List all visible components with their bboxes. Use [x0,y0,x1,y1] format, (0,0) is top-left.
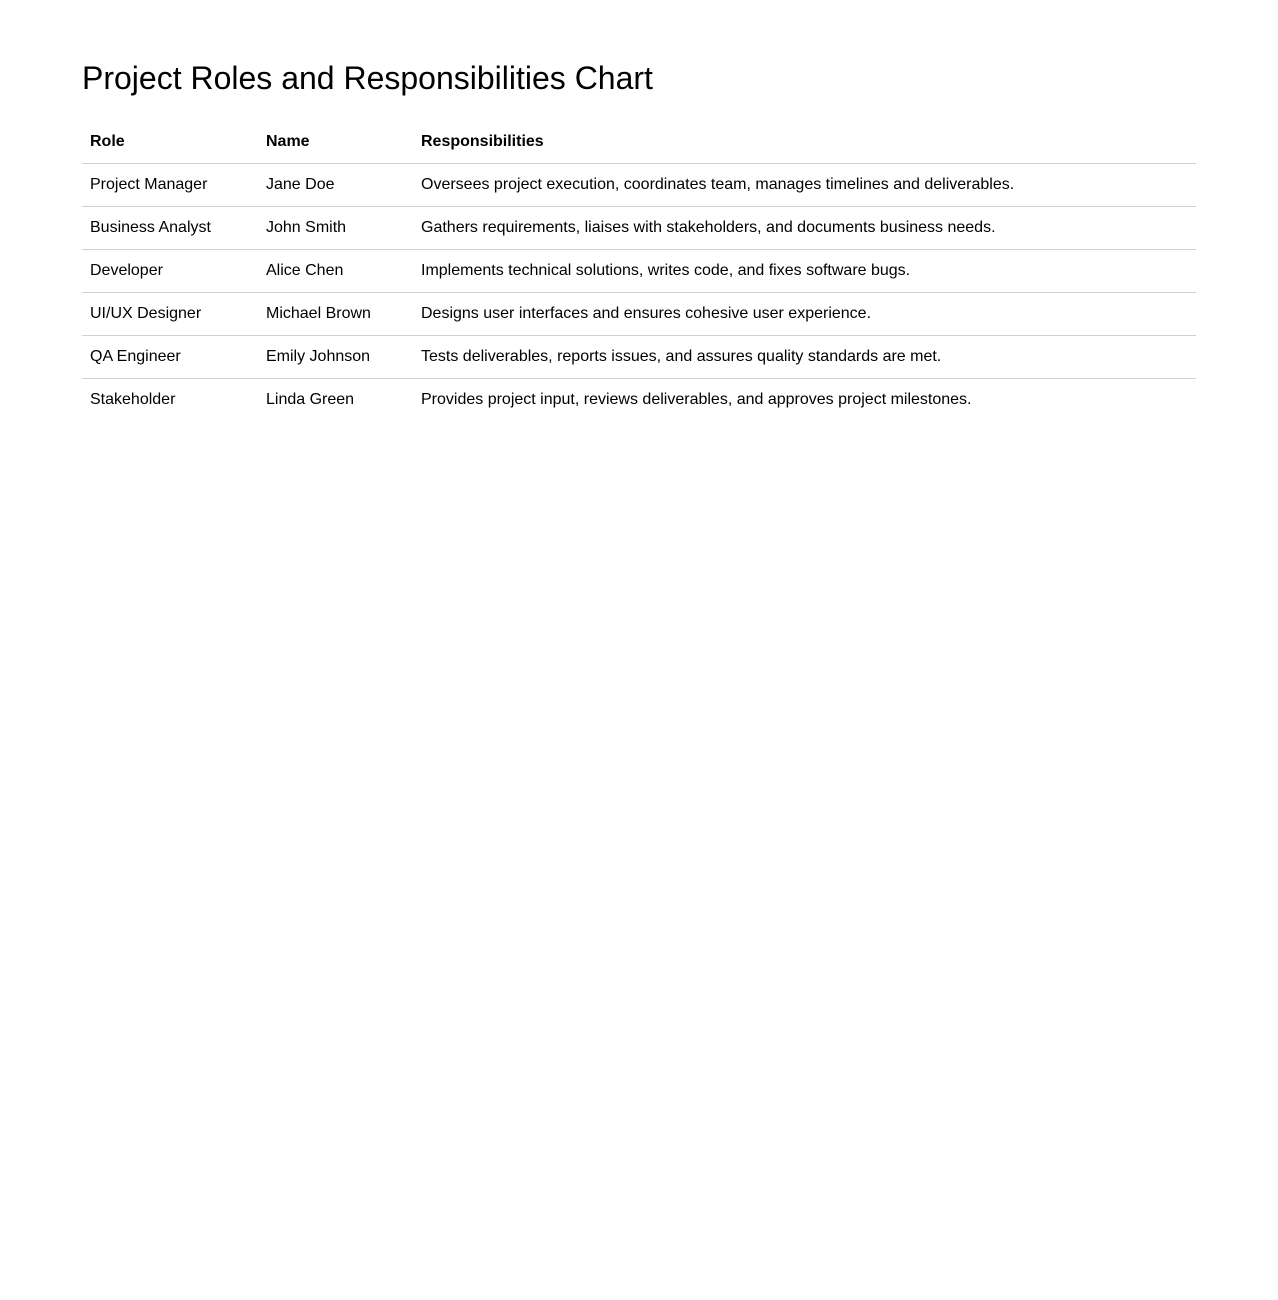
cell-role: Developer [82,250,258,293]
cell-responsibilities: Gathers requirements, liaises with stakeholders, and documents business needs. [413,207,1196,250]
cell-responsibilities: Provides project input, reviews deliverables, and approves project milestones. [421,391,972,408]
column-header-responsibilities: Responsibilities [413,120,1196,164]
column-header-role: Role [82,120,258,164]
cell-name: Michael Brown [258,293,413,336]
header-row [82,120,1196,164]
cell-role: QA Engineer [82,336,258,379]
table-row [82,207,1196,250]
cell-name: John Smith [258,207,413,250]
table-row [82,336,1196,379]
roles-table [82,120,1196,421]
cell-role: UI/UX Designer [82,293,258,336]
table-row [82,164,1196,207]
column-header-name: Name [258,120,413,164]
cell-name: Jane Doe [258,164,413,207]
cell-responsibilities: Tests deliverables, reports issues, and assures quality standards are met. [413,336,1196,379]
cell-name: Emily Johnson [258,336,413,379]
cell-responsibilities: Designs user interfaces and ensures cohesive user experience. [413,293,1196,336]
table-row [82,379,1196,422]
cell-name: Linda Green [266,391,355,408]
cell-name: Alice Chen [258,250,413,293]
page [0,0,1278,421]
cell-role: Stakeholder [90,391,176,408]
table-row [82,293,1196,336]
cell-responsibilities: Implements technical solutions, writes code, and fixes software bugs. [413,250,1196,293]
table-body [82,164,1196,422]
page-title: Project Roles and Responsibilities Chart [82,60,653,96]
table-header [82,120,1196,164]
cell-role: Project Manager [82,164,258,207]
cell-responsibilities: Oversees project execution, coordinates team, manages timelines and deliverables. [413,164,1196,207]
cell-role: Business Analyst [82,207,258,250]
table-row [82,250,1196,293]
